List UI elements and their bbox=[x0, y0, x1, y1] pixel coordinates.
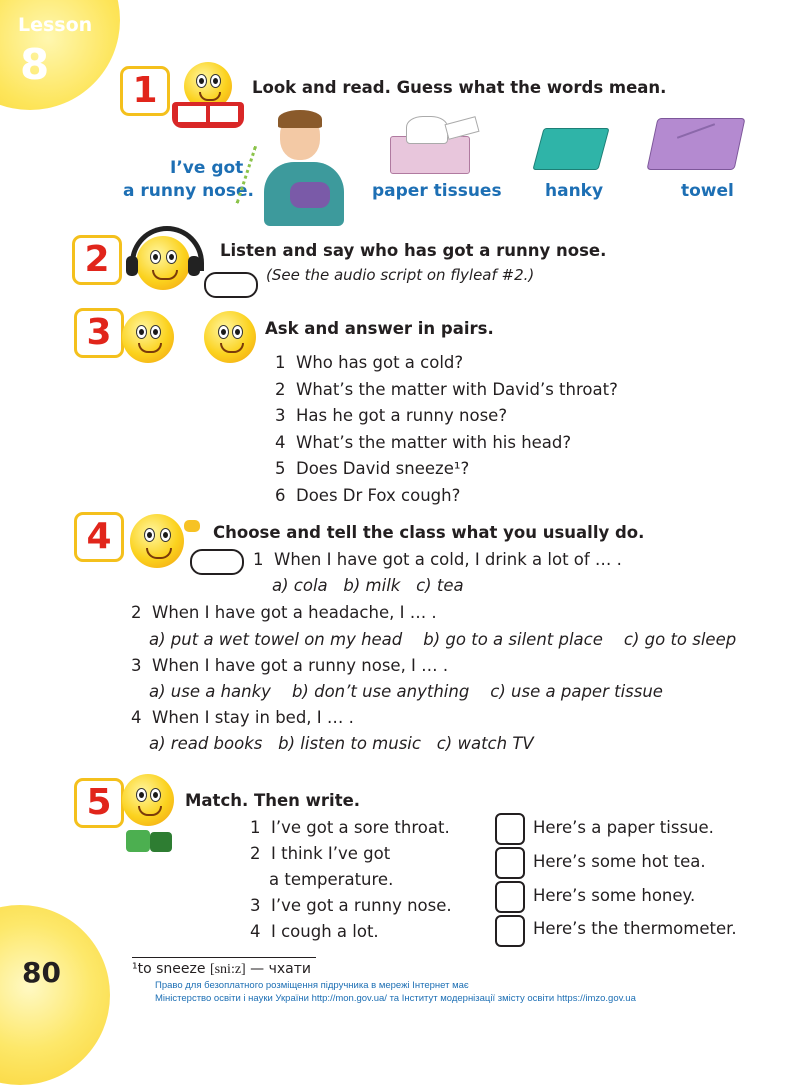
answer-box-3[interactable] bbox=[495, 881, 525, 913]
reading-smiley-icon bbox=[168, 62, 248, 134]
legal-notice-line2: Міністерство освіти і науки України http://mon.gov.ua/ та Інститут модернізації змісту освіти https://imzo.gov.ua bbox=[155, 993, 636, 1004]
puzzle-smiley-icon bbox=[116, 772, 186, 858]
exercise-4-item-4: 4 When I stay in bed, I … . bbox=[131, 708, 354, 727]
exercise-4-item-3: 3 When I have got a runny nose, I … . bbox=[131, 656, 449, 675]
answer-box-4[interactable] bbox=[495, 915, 525, 947]
list-item: 3 Has he got a runny nose? bbox=[275, 406, 508, 425]
exercise-5-left-2-cont: a temperature. bbox=[269, 870, 394, 889]
exercise-1-instruction: Look and read. Guess what the words mean. bbox=[252, 78, 667, 97]
exercise-2-note: (See the audio script on flyleaf #2.) bbox=[266, 266, 535, 284]
exercise-4-item-2-options: a) put a wet towel on my head b) go to a silent place c) go to sleep bbox=[149, 630, 737, 649]
exercise-5-left-3: 3 I’ve got a runny nose. bbox=[250, 896, 452, 915]
exercise-1-number: 1 bbox=[120, 66, 170, 116]
runny-nose-caption-line1: I’ve got bbox=[170, 158, 244, 178]
exercise-5-instruction: Match. Then write. bbox=[185, 791, 361, 810]
exercise-3-question-list bbox=[275, 350, 618, 509]
exercise-5-left-1: 1 I’ve got a sore throat. bbox=[250, 818, 450, 837]
page-number: 80 bbox=[22, 956, 61, 989]
exercise-4-item-3-options: a) use a hanky b) don’t use anything c) use a paper tissue bbox=[149, 682, 663, 701]
answer-box-2[interactable] bbox=[495, 847, 525, 879]
list-item: 6 Does Dr Fox cough? bbox=[275, 485, 461, 505]
towel-illustration bbox=[646, 108, 742, 174]
picture-label-towel: towel bbox=[681, 181, 734, 201]
exercise-4-item-1: 1 When I have got a cold, I drink a lot of … . bbox=[253, 550, 622, 569]
hanky-illustration bbox=[530, 122, 610, 174]
two-smileys-talking-icon bbox=[120, 305, 260, 363]
runny-nose-caption-line2: a runny nose. bbox=[123, 181, 254, 201]
exercise-4-item-1-options: a) cola b) milk c) tea bbox=[272, 576, 464, 595]
list-item: 5 Does David sneeze¹? bbox=[275, 459, 470, 478]
exercise-4-number: 4 bbox=[74, 512, 124, 562]
exercise-3-instruction: Ask and answer in pairs. bbox=[265, 319, 494, 338]
lesson-number: 8 bbox=[20, 40, 50, 89]
exercise-5-right-1: Here’s a paper tissue. bbox=[533, 818, 714, 837]
page-number-background bbox=[0, 905, 110, 1085]
answer-box-1[interactable] bbox=[495, 813, 525, 845]
exercise-5-left-2: 2 I think I’ve got bbox=[250, 844, 391, 863]
exercise-5-number: 5 bbox=[74, 778, 124, 828]
lesson-label: Lesson bbox=[18, 14, 93, 36]
sneezing-boy-illustration bbox=[244, 110, 354, 228]
exercise-2-number: 2 bbox=[72, 235, 122, 285]
footnote-divider bbox=[132, 957, 316, 958]
picture-label-paper-tissues: paper tissues bbox=[372, 181, 502, 201]
list-item: 2 What’s the matter with David’s throat? bbox=[275, 379, 618, 399]
picture-label-hanky: hanky bbox=[545, 181, 604, 201]
exercise-2-instruction: Listen and say who has got a runny nose. bbox=[220, 241, 607, 260]
exercise-5-right-2: Here’s some hot tea. bbox=[533, 852, 706, 871]
legal-notice-line1: Право для безоплатного розміщення підручника в мережі Інтернет має bbox=[155, 980, 469, 991]
speech-bubble-icon bbox=[190, 549, 244, 575]
footnote: ¹to sneeze [sni:z] — чхати bbox=[132, 961, 311, 977]
exercise-4-instruction: Choose and tell the class what you usually do. bbox=[213, 523, 645, 542]
speech-bubble-icon bbox=[204, 272, 258, 298]
exercise-5-left-4: 4 I cough a lot. bbox=[250, 922, 379, 941]
list-item: 1 Who has got a cold? bbox=[275, 353, 464, 372]
exercise-3-number: 3 bbox=[74, 308, 124, 358]
exercise-4-item-4-options: a) read books b) listen to music c) watch TV bbox=[149, 734, 534, 753]
exercise-5-right-4: Here’s the thermometer. bbox=[533, 919, 737, 938]
list-item: 4 What’s the matter with his head? bbox=[275, 432, 572, 452]
headphones-smiley-icon bbox=[116, 222, 206, 294]
exercise-5-right-3: Here’s some honey. bbox=[533, 886, 696, 905]
exercise-4-item-2: 2 When I have got a headache, I … . bbox=[131, 603, 437, 622]
tissue-box-illustration bbox=[380, 112, 480, 176]
